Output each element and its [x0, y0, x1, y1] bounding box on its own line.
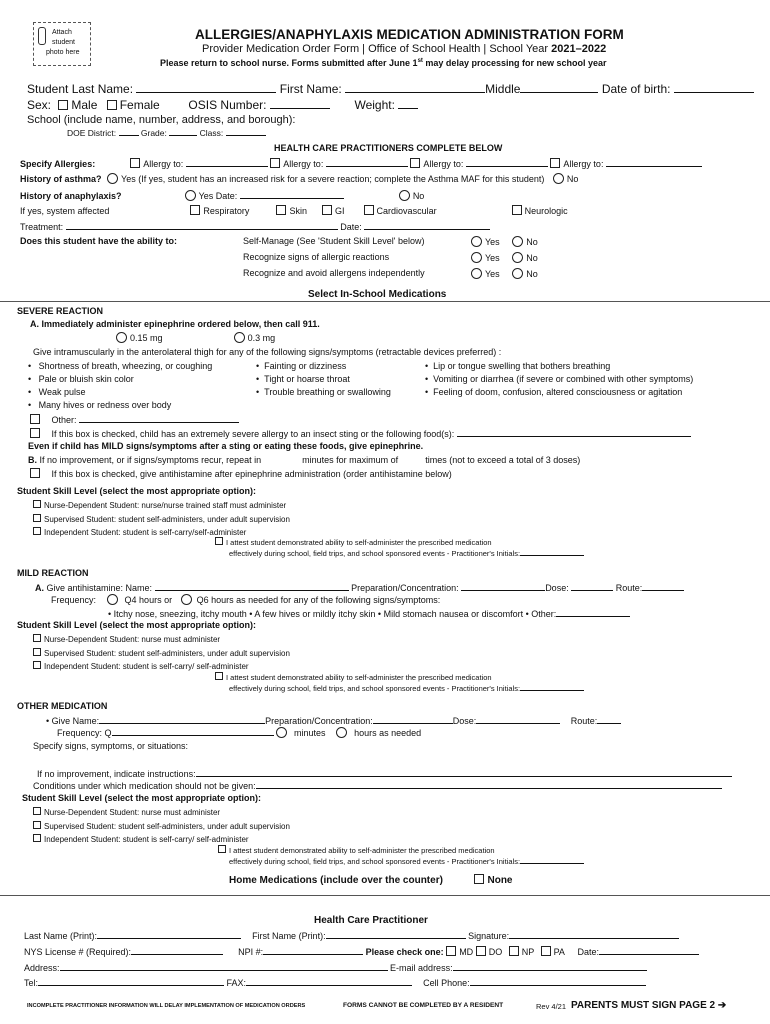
treatment-date-field[interactable]	[364, 220, 490, 230]
allergy-1-checkbox[interactable]	[130, 158, 140, 168]
ability-1-options: Yes No	[471, 236, 538, 247]
school-label: School (include name, number, address, and borough):	[27, 114, 296, 126]
attest-3: I attest student demonstrated ability to self-administer the prescribed medication	[218, 845, 495, 855]
md-checkbox[interactable]	[446, 946, 456, 956]
fax-field[interactable]	[246, 976, 412, 986]
antihistamine-row: If this box is checked, give antihistamine after epinephrine administration (order antihistamine below)	[30, 468, 452, 479]
no-improvement-row: If no improvement, indicate instructions:	[37, 767, 732, 779]
photo-label-2: student	[52, 39, 75, 46]
ability-3-options: Yes No	[471, 268, 538, 279]
doe-row: DOE District: Grade: Class:	[67, 128, 266, 138]
skill-2-nurse: Nurse-Dependent Student: nurse must administer	[33, 634, 220, 644]
hcp-banner: HEALTH CARE PRACTITIONERS COMPLETE BELOW	[274, 143, 503, 153]
treatment-field[interactable]	[66, 220, 338, 230]
mild-other-field[interactable]	[556, 607, 630, 617]
practitioner-heading: Health Care Practitioner	[314, 915, 428, 926]
allergy-2-checkbox[interactable]	[270, 158, 280, 168]
other-symptom-row: Other:	[30, 413, 239, 425]
female-checkbox[interactable]	[107, 100, 117, 110]
supervised-checkbox-3[interactable]	[33, 821, 41, 829]
photo-attach-box[interactable]	[33, 22, 91, 66]
epi-03-radio[interactable]	[234, 332, 245, 343]
treatment-row: Treatment: Date:	[20, 220, 490, 232]
ability-2-yes-radio[interactable]	[471, 252, 482, 263]
allergy-2-field[interactable]	[326, 157, 408, 167]
photo-label-3: photo here	[46, 49, 80, 56]
severe-heading: SEVERE REACTION	[17, 306, 104, 316]
class-field[interactable]	[226, 128, 266, 136]
anaphylaxis-no-radio[interactable]	[399, 190, 410, 201]
q4-radio[interactable]	[107, 594, 118, 605]
initials-field-2[interactable]	[520, 683, 584, 691]
initials-field[interactable]	[520, 548, 584, 556]
ability-3-no-radio[interactable]	[512, 268, 523, 279]
return-notice: Please return to school nurse. Forms submitted after June 1st may delay processing for new school year	[160, 58, 607, 68]
allergy-1-field[interactable]	[186, 157, 268, 167]
skill-3-supervised: Supervised Student: student self-administers, under adult supervision	[33, 821, 290, 831]
form-subtitle: Provider Medication Order Form | Office of School Health | School Year 2021–2022	[202, 43, 607, 55]
symptom-col-3: • Lip or tongue swelling that bothers breathing • Vomiting or diarrhea (if severe or combined with other symptoms) • Feeling of doom, confusion, altered consciousness or agitation	[425, 361, 694, 397]
first-name-field[interactable]	[345, 83, 485, 93]
other-symptom-field[interactable]	[79, 413, 239, 423]
other-med-frequency-field[interactable]	[112, 726, 274, 736]
email-field[interactable]	[453, 961, 647, 971]
independent-checkbox-2[interactable]	[33, 661, 41, 669]
student-name-row: Student Last Name: First Name: Middle Date of birth:	[27, 82, 754, 96]
divider	[0, 895, 770, 896]
doe-district-field[interactable]	[119, 128, 139, 136]
antihistamine-route-field[interactable]	[642, 581, 684, 591]
footer-incomplete: INCOMPLETE PRACTITIONER INFORMATION WILL DELAY IMPLEMENTATION OF MEDICATION ORDERS	[27, 1003, 306, 1009]
other-med-dose-field[interactable]	[476, 714, 560, 724]
attest-1: I attest student demonstrated ability to self-administer the prescribed medication	[215, 537, 492, 547]
osis-field[interactable]	[270, 99, 330, 109]
attest-1b: effectively during school, field trips, and school sponsored events - Practitioner's Initials:	[229, 548, 584, 558]
allergy-3-field[interactable]	[466, 157, 548, 167]
footer-rev: Rev 4/21	[536, 1002, 567, 1011]
skill-1-independent: Independent Student: student is self-carry/self-administer	[33, 527, 246, 537]
sting-food-field[interactable]	[457, 427, 691, 437]
home-meds-none-checkbox[interactable]	[474, 874, 484, 884]
other-med-heading: OTHER MEDICATION	[17, 701, 108, 711]
attest-checkbox[interactable]	[215, 537, 223, 545]
other-med-route-field[interactable]	[597, 714, 621, 724]
allergy-3-checkbox[interactable]	[410, 158, 420, 168]
practitioner-license-row: NYS License # (Required): NPI #: Please check one: MD DO NP PA Date:	[24, 945, 699, 957]
footer-parents-sign: PARENTS MUST SIGN PAGE 2 ➔	[571, 1000, 727, 1011]
supervised-checkbox[interactable]	[33, 514, 41, 522]
form-title: ALLERGIES/ANAPHYLAXIS MEDICATION ADMINISTRATION FORM	[195, 27, 624, 42]
np-checkbox[interactable]	[509, 946, 519, 956]
attest-checkbox-2[interactable]	[215, 672, 223, 680]
student-sex-row: Sex: Male Female OSIS Number: Weight:	[27, 98, 418, 112]
ability-1-yes-radio[interactable]	[471, 236, 482, 247]
conditions-row: Conditions under which medication should not be given:	[33, 779, 722, 791]
asthma-yes-radio[interactable]	[107, 173, 118, 184]
anaphylaxis-yes-radio[interactable]	[185, 190, 196, 201]
q6-radio[interactable]	[181, 594, 192, 605]
antihistamine-checkbox[interactable]	[30, 468, 40, 478]
allergy-4-checkbox[interactable]	[550, 158, 560, 168]
photo-label-1: Attach	[52, 29, 72, 36]
grade-field[interactable]	[169, 128, 197, 136]
ability-label: Does this student have the ability to:	[20, 236, 178, 246]
minutes-radio[interactable]	[276, 727, 287, 738]
dob-field[interactable]	[674, 83, 754, 93]
anaphylaxis-date-field[interactable]	[240, 189, 344, 199]
initials-field-3[interactable]	[520, 856, 584, 864]
sting-food-checkbox[interactable]	[30, 428, 40, 438]
address-field[interactable]	[60, 961, 388, 971]
nurse-dependent-checkbox-3[interactable]	[33, 807, 41, 815]
ability-3-yes-radio[interactable]	[471, 268, 482, 279]
nurse-dependent-checkbox-2[interactable]	[33, 634, 41, 642]
footer-resident: FORMS CANNOT BE COMPLETED BY A RESIDENT	[343, 1002, 504, 1009]
hours-radio[interactable]	[336, 727, 347, 738]
ability-2-no-radio[interactable]	[512, 252, 523, 263]
skill-1-supervised: Supervised Student: student self-administers, under adult supervision	[33, 514, 290, 524]
skill-1-nurse: Nurse-Dependent Student: nurse/nurse trained staff must administer	[33, 500, 286, 510]
skill-2-independent: Independent Student: student is self-carry/ self-administer	[33, 661, 249, 671]
male-checkbox[interactable]	[58, 100, 68, 110]
skill-heading-3: Student Skill Level (select the most appropriate option):	[22, 793, 262, 803]
independent-checkbox-3[interactable]	[33, 834, 41, 842]
hcp-last-name-field[interactable]	[97, 929, 241, 939]
skill-2-supervised: Supervised Student: student self-administers, under adult supervision	[33, 648, 290, 658]
ability-1: Self-Manage (See 'Student Skill Level' below)	[243, 236, 425, 246]
sting-food-row: If this box is checked, child has an extremely severe allergy to an insect sting or the following food(s):	[30, 427, 691, 439]
divider	[0, 301, 770, 302]
cell-field[interactable]	[470, 976, 646, 986]
system-affected-row: If yes, system affected Respiratory Skin GI Cardiovascular Neurologic	[20, 206, 568, 216]
antihistamine-prep-field[interactable]	[461, 581, 545, 591]
neurologic-checkbox[interactable]	[512, 205, 522, 215]
npi-field[interactable]	[263, 945, 363, 955]
severe-a-label: A. Immediately administer epinephrine ordered below, then call 911.	[30, 319, 320, 329]
attest-2b: effectively during school, field trips, and school sponsored events - Practitioner's Initials:	[229, 683, 584, 693]
mild-symptoms: • Itchy nose, sneezing, itchy mouth • A few hives or mildly itchy skin • Mild stomach nausea or discomfort • Other:	[108, 607, 630, 619]
do-checkbox[interactable]	[476, 946, 486, 956]
specify-allergies-row: Specify Allergies: Allergy to: Allergy to: Allergy to: Allergy to:	[20, 157, 702, 169]
ability-3: Recognize and avoid allergens independently	[243, 268, 425, 278]
ability-2: Recognize signs of allergic reactions	[243, 252, 390, 262]
epi-015-radio[interactable]	[116, 332, 127, 343]
skill-3-nurse: Nurse-Dependent Student: nurse must administer	[33, 807, 220, 817]
nurse-dependent-checkbox[interactable]	[33, 500, 41, 508]
practitioner-tel-row: Tel: FAX: Cell Phone:	[24, 976, 646, 988]
give-im-text: Give intramuscularly in the anterolateral thigh for any of the following signs/symptoms (retractable devices preferred) :	[33, 347, 502, 357]
license-field[interactable]	[131, 945, 223, 955]
other-med-prep-field[interactable]	[373, 714, 453, 724]
respiratory-checkbox[interactable]	[190, 205, 200, 215]
select-meds-heading: Select In-School Medications	[308, 289, 447, 300]
other-med-name-row: • Give Name: Preparation/Concentration: Dose: Route:	[46, 714, 621, 726]
skin-checkbox[interactable]	[276, 205, 286, 215]
mild-epi-instruction: Even if child has MILD signs/symptoms after a sting or eating these foods, give epinephrine.	[28, 441, 424, 451]
specify-situations: Specify signs, symptoms, or situations:	[33, 741, 189, 751]
hcp-signature-field[interactable]	[509, 929, 679, 939]
middle-name-field[interactable]	[520, 83, 598, 93]
independent-checkbox[interactable]	[33, 527, 41, 535]
attest-3b: effectively during school, field trips, and school sponsored events - Practitioner's Initials:	[229, 856, 584, 866]
allergy-4-field[interactable]	[606, 157, 702, 167]
skill-heading-1: Student Skill Level (select the most appropriate option):	[17, 486, 257, 496]
attest-checkbox-3[interactable]	[218, 845, 226, 853]
attest-2: I attest student demonstrated ability to self-administer the prescribed medication	[215, 672, 492, 682]
asthma-no-radio[interactable]	[553, 173, 564, 184]
pa-checkbox[interactable]	[541, 946, 551, 956]
gi-checkbox[interactable]	[322, 205, 332, 215]
supervised-checkbox-2[interactable]	[33, 648, 41, 656]
symptom-col-2: • Fainting or dizziness • Tight or hoarse throat • Trouble breathing or swallowing	[256, 361, 391, 397]
repeat-dose-row: B. If no improvement, or if signs/symptoms recur, repeat in minutes for maximum of times (not to exceed a total of 3 doses)	[28, 455, 581, 465]
hcp-date-field[interactable]	[599, 945, 699, 955]
tel-field[interactable]	[38, 976, 224, 986]
antihistamine-dose-field[interactable]	[571, 581, 613, 591]
mild-heading: MILD REACTION	[17, 568, 89, 578]
other-symptom-checkbox[interactable]	[30, 414, 40, 424]
antihistamine-name-field[interactable]	[155, 581, 349, 591]
ability-2-options: Yes No	[471, 252, 538, 263]
asthma-row: History of asthma? Yes (If yes, student has an increased risk for a severe reaction; complete the Asthma MAF for this student) No	[20, 174, 579, 184]
skill-3-independent: Independent Student: student is self-carry/ self-administer	[33, 834, 249, 844]
mild-antihist-row: A. Give antihistamine: Name: Preparation/Concentration: Dose: Route:	[35, 581, 684, 593]
skill-heading-2: Student Skill Level (select the most appropriate option):	[17, 620, 257, 630]
practitioner-address-row: Address: E-mail address:	[24, 961, 647, 973]
epi-dose-row: 0.15 mg 0.3 mg	[116, 332, 275, 343]
home-meds-row: Home Medications (include over the counter) None	[229, 875, 513, 886]
weight-field[interactable]	[398, 99, 418, 109]
ability-1-no-radio[interactable]	[512, 236, 523, 247]
paperclip-icon	[38, 27, 46, 45]
other-med-name-field[interactable]	[99, 714, 265, 724]
other-med-frequency-row: Frequency: Q minutes hours as needed	[57, 728, 422, 738]
cardiovascular-checkbox[interactable]	[364, 205, 374, 215]
symptom-col-1: • Shortness of breath, wheezing, or coughing • Pale or bluish skin color • Weak pulse • Many hives or redness over body	[28, 361, 213, 410]
last-name-field[interactable]	[136, 83, 276, 93]
conditions-field[interactable]	[256, 779, 722, 789]
anaphylaxis-row: History of anaphylaxis? Yes Date: No	[20, 191, 425, 201]
no-improvement-field[interactable]	[196, 767, 732, 777]
mild-frequency-row: Frequency: Q4 hours or Q6 hours as needed for any of the following signs/symptoms:	[51, 595, 441, 605]
practitioner-name-row: Last Name (Print): First Name (Print): Signature:	[24, 929, 679, 941]
hcp-first-name-field[interactable]	[326, 929, 466, 939]
